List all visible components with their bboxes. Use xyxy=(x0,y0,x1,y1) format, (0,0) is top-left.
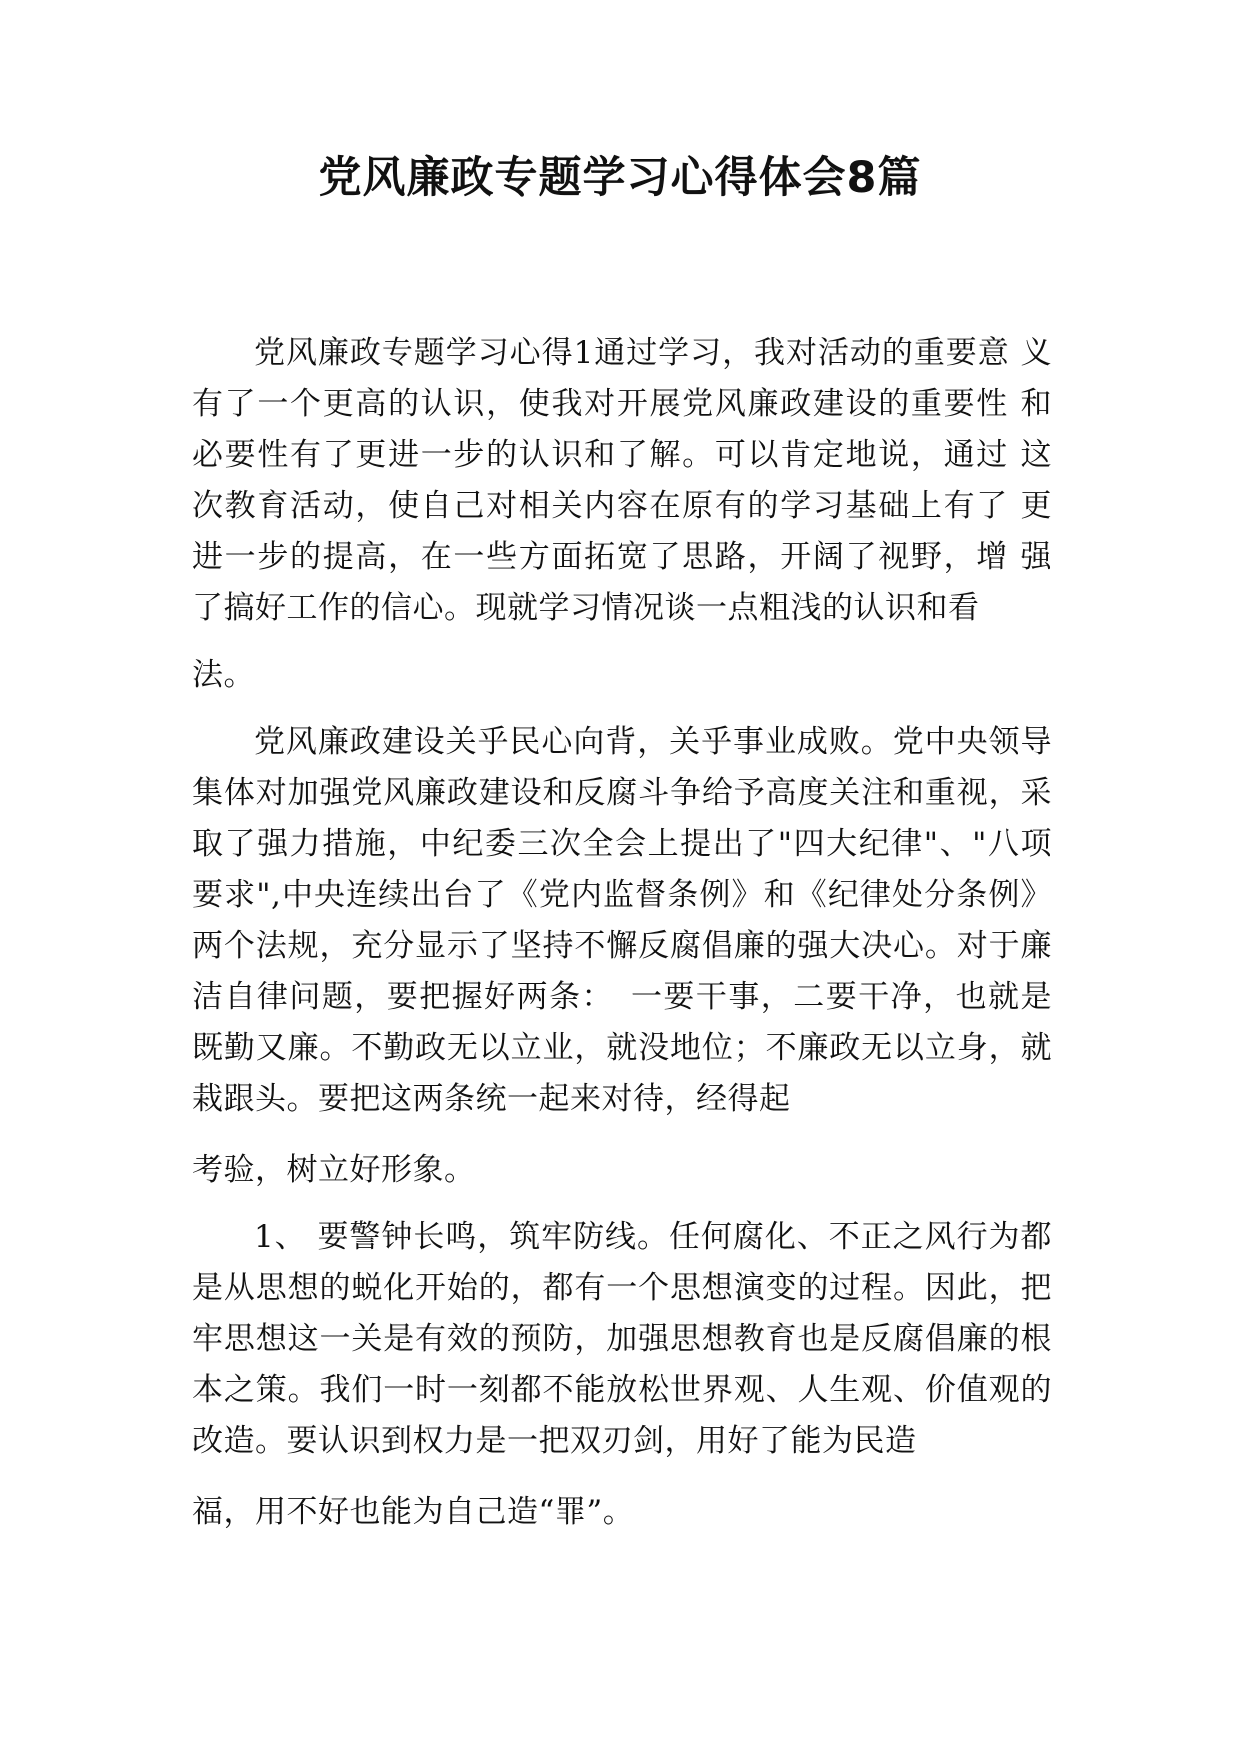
document-title: 党风廉政专题学习心得体会8篇 xyxy=(318,153,922,203)
document-body xyxy=(192,328,1052,1538)
paragraph-discipline: 党风廉政建设关乎民心向背，关乎事业成败。党中央领导集体对加强党风廉政建设和反腐斗争给予高度关注和重视，采取了强力措施，中纪委三次全会上提出了"四大纪律"、"八项要求",中央连续出台了《党内监督条例》和《纪律处分条例》两个法规，充分显示了坚持不懈反腐倡廉的强大决心。对于廉洁自律问题，要把握好两条： 一要干事，二要干净，也就是既勤又廉。不勤政无以立业，就没地位；不廉政无以立身，就栽跟头。要把这两条统一起来对待，经得起 xyxy=(192,724,1052,1117)
paragraph-point-1: 1、 要警钟长鸣，筑牢防线。任何腐化、不正之风行为都是从思想的蜕化开始的，都有一个思想演变的过程。因此，把牢思想这一关是有效的预防，加强思想教育也是反腐倡廉的根本之策。我们一时一刻都不能放松世界观、人生观、价值观的改造。要认识到权力是一把双刃剑，用好了能为民造 xyxy=(192,1219,1052,1459)
paragraph-intro: 党风廉政专题学习心得1通过学习，我对活动的重要意 义有了一个更高的认识，使我对开展党风廉政建设的重要性 和必要性有了更进一步的认识和了解。可以肯定地说，通过 这次教育活动，使自己对相关内容在原有的学习基础上有了 更进一步的提高，在一些方面拓宽了思路，开阔了视野，增 强了搞好工作的信心。现就学习情况谈一点粗浅的认识和看 xyxy=(192,335,1052,626)
paragraph-point-1-continued: 福，用不好也能为自己造“罪”。 xyxy=(192,1494,635,1530)
paragraph-discipline-continued: 考验，树立好形象。 xyxy=(192,1152,476,1188)
paragraph-intro-continued: 法。 xyxy=(192,657,255,693)
